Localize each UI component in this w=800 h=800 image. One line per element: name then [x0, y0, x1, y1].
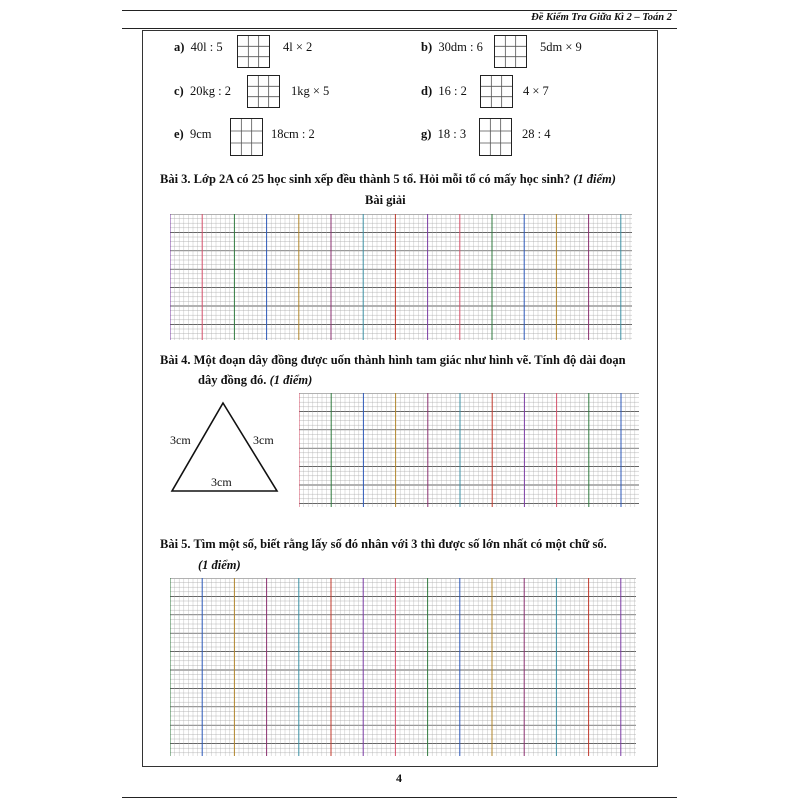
- exercise-label: d): [421, 84, 433, 98]
- header-rule-bottom: [122, 28, 677, 29]
- header-rule-top: [122, 10, 677, 11]
- exercise-right: 5dm × 9: [540, 40, 582, 54]
- exercise-label: g): [421, 127, 432, 141]
- solution-heading: Bài giải: [365, 193, 406, 207]
- page-number: 4: [396, 771, 402, 785]
- bai3-title: Bài 3. Lớp 2A có 25 học sinh xếp đều thành 5 tổ. Hỏi mỗi tổ có mấy học sinh?: [160, 172, 571, 186]
- exercise-c: [174, 84, 231, 99]
- exercise-right: 4 × 7: [523, 84, 549, 98]
- answer-box-g[interactable]: [479, 118, 512, 156]
- exercise-label: e): [174, 127, 184, 141]
- exercise-b: [421, 40, 483, 55]
- triangle-side-right-label: 3cm: [253, 433, 274, 447]
- exercise-left: 16 : 2: [438, 84, 467, 98]
- bai5-points-line: [198, 558, 241, 573]
- bai4-title-line2: [198, 373, 312, 388]
- bai4-answer-grid[interactable]: [299, 393, 639, 507]
- exercise-left: 9cm: [189, 127, 212, 141]
- bai3-answer-grid[interactable]: [170, 214, 632, 340]
- answer-box-d[interactable]: [480, 75, 513, 108]
- bai4-title-line2-text: dây đồng đó.: [198, 373, 267, 387]
- bai4-title-line1: Bài 4. Một đoạn dây đồng được uốn thành hình tam giác như hình vẽ. Tính độ dài đoạn: [160, 353, 626, 367]
- exercise-right: 4l × 2: [283, 40, 313, 54]
- exercise-label: c): [174, 84, 184, 98]
- exercise-d: [421, 84, 467, 99]
- exercise-right: 28 : 4: [522, 127, 551, 141]
- bai4-points: (1 điểm): [269, 373, 313, 387]
- exercise-label: a): [174, 40, 185, 54]
- answer-box-c[interactable]: [247, 75, 280, 108]
- triangle-side-bottom-label: 3cm: [211, 475, 232, 489]
- answer-box-e[interactable]: [230, 118, 263, 156]
- bai3-question: [160, 172, 616, 187]
- triangle-side-left-label: 3cm: [170, 433, 191, 447]
- exercise-right: 18cm : 2: [271, 127, 315, 141]
- exercise-left: 30dm : 6: [438, 40, 483, 54]
- exercise-left: 18 : 3: [437, 127, 467, 141]
- exercise-label: b): [421, 40, 433, 54]
- exercise-a: [174, 40, 223, 55]
- answer-box-b[interactable]: [494, 35, 527, 68]
- exercise-g: [421, 127, 466, 142]
- bai5-answer-grid[interactable]: [170, 578, 636, 756]
- exercise-left: 40l : 5: [190, 40, 223, 54]
- exercise-right: 1kg × 5: [291, 84, 330, 98]
- answer-box-a[interactable]: [237, 35, 270, 68]
- header-title: Đề Kiểm Tra Giữa Kì 2 – Toán 2: [531, 12, 672, 23]
- bai3-points: (1 điểm): [573, 172, 616, 186]
- exercise-left: 20kg : 2: [189, 84, 231, 98]
- bai5-points: (1 điểm): [198, 558, 241, 572]
- footer-rule: [122, 797, 677, 798]
- exercise-e: [174, 127, 212, 142]
- bai5-title: Bài 5. Tìm một số, biết rằng lấy số đó nhân với 3 thì được số lớn nhất có một chữ số.: [160, 537, 607, 551]
